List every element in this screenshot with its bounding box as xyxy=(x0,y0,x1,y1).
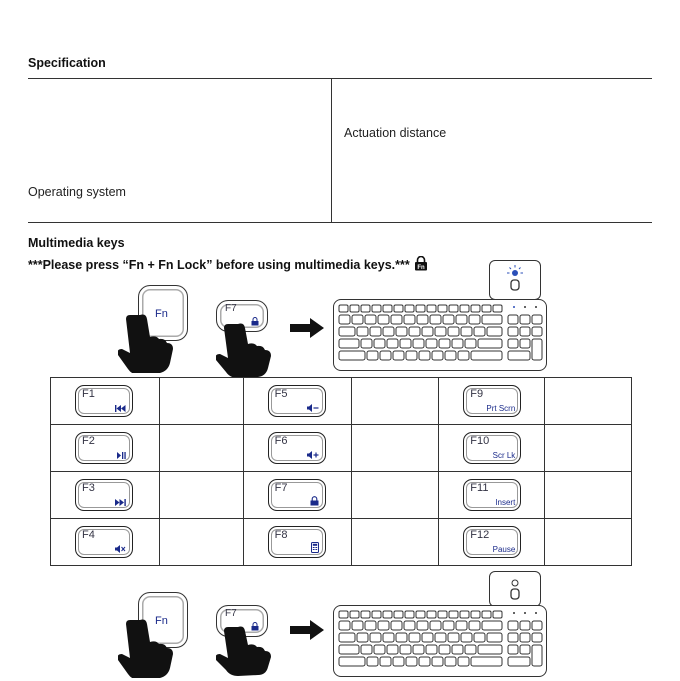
divider xyxy=(28,222,652,223)
description-cell xyxy=(159,378,243,425)
fkey-f9 xyxy=(463,385,521,417)
fkey-f8 xyxy=(268,526,326,558)
keyboard-keys xyxy=(334,606,546,676)
fkey-f6 xyxy=(268,432,326,464)
keyboard-illustration-2 xyxy=(333,605,547,677)
indicator-callout-on xyxy=(489,260,541,300)
pointing-hand-icon xyxy=(216,322,276,378)
fkey-label: F8 xyxy=(274,529,288,541)
f7-key-label: F7 xyxy=(225,608,237,619)
description-cell xyxy=(159,472,243,519)
fkey-f10 xyxy=(463,432,521,464)
fkey-cell xyxy=(51,472,160,519)
fkey-label: F6 xyxy=(274,435,288,447)
step-fn-press-2 xyxy=(118,590,198,678)
table-row xyxy=(51,378,632,425)
fkey-f12 xyxy=(463,526,521,558)
description-cell xyxy=(351,378,439,425)
fkey-function-label: Scr Lk xyxy=(492,451,516,460)
spec-actuation-distance: Actuation distance xyxy=(344,126,447,140)
fkey-label: F12 xyxy=(470,529,490,541)
fkey-label: F7 xyxy=(274,482,288,494)
function-key-table xyxy=(50,377,632,566)
fkey-cell xyxy=(243,425,351,472)
fkey-function-label: Prt Scrn xyxy=(486,404,516,413)
fkey-f4 xyxy=(75,526,133,558)
step-f7-press-1 xyxy=(216,300,276,375)
fkey-cell xyxy=(243,519,351,566)
table-row xyxy=(51,472,632,519)
fn-key-label: Fn xyxy=(155,308,168,320)
fkey-f2 xyxy=(75,432,133,464)
multimedia-notice xyxy=(28,256,428,274)
fkey-f7 xyxy=(268,479,326,511)
keyboard-illustration-1 xyxy=(333,299,547,371)
specification-heading: Specification xyxy=(28,56,106,70)
description-cell xyxy=(159,425,243,472)
fkey-function-label: Pause xyxy=(492,545,516,554)
fkey-f3 xyxy=(75,479,133,511)
step-fn-press-1 xyxy=(118,283,198,373)
fkey-cell xyxy=(439,378,545,425)
f7-key-label: F7 xyxy=(225,303,237,314)
fkey-label: F2 xyxy=(82,435,95,447)
fkey-cell xyxy=(51,378,160,425)
fkey-label: F9 xyxy=(470,388,484,400)
description-cell xyxy=(545,519,632,566)
pointing-hand-icon xyxy=(216,625,276,677)
divider xyxy=(331,78,332,222)
fn-key-label: Fn xyxy=(155,615,168,627)
fkey-cell xyxy=(439,425,545,472)
keyboard-keys xyxy=(334,300,546,370)
divider xyxy=(28,78,652,79)
fn-lock-icon xyxy=(414,256,428,274)
multimedia-heading: Multimedia keys xyxy=(28,236,125,250)
description-cell xyxy=(351,519,439,566)
fkey-cell xyxy=(51,425,160,472)
description-cell xyxy=(351,425,439,472)
indicator-light-off-icon xyxy=(502,575,528,603)
fkey-cell xyxy=(439,519,545,566)
svg-text:Fn: Fn xyxy=(417,265,425,271)
description-cell xyxy=(159,519,243,566)
fkey-label: F5 xyxy=(274,388,288,400)
description-cell xyxy=(545,425,632,472)
fkey-f1 xyxy=(75,385,133,417)
fkey-cell xyxy=(51,519,160,566)
fkey-label: F1 xyxy=(82,388,95,400)
fkey-f11 xyxy=(463,479,521,511)
pointing-hand-icon xyxy=(118,618,178,678)
fkey-cell xyxy=(439,472,545,519)
arrow-right-icon xyxy=(290,620,324,640)
indicator-callout-off xyxy=(489,571,541,607)
table-row xyxy=(51,519,632,566)
fkey-f5 xyxy=(268,385,326,417)
pointing-hand-icon xyxy=(118,313,178,373)
fkey-label: F3 xyxy=(82,482,95,494)
arrow-right-icon xyxy=(290,318,324,338)
description-cell xyxy=(545,472,632,519)
spec-operating-system: Operating system xyxy=(28,185,126,199)
fkey-cell xyxy=(243,378,351,425)
fkey-cell xyxy=(243,472,351,519)
fkey-label: F11 xyxy=(470,482,489,494)
indicator-light-on-icon xyxy=(502,264,528,296)
fkey-label: F4 xyxy=(82,529,95,541)
fkey-label: F10 xyxy=(470,435,490,447)
description-cell xyxy=(351,472,439,519)
notice-text: ***Please press “Fn + Fn Lock” before using multimedia keys.*** xyxy=(28,258,410,272)
step-f7-press-2 xyxy=(216,605,276,677)
description-cell xyxy=(545,378,632,425)
fkey-function-label: Insert xyxy=(495,498,516,507)
table-row xyxy=(51,425,632,472)
